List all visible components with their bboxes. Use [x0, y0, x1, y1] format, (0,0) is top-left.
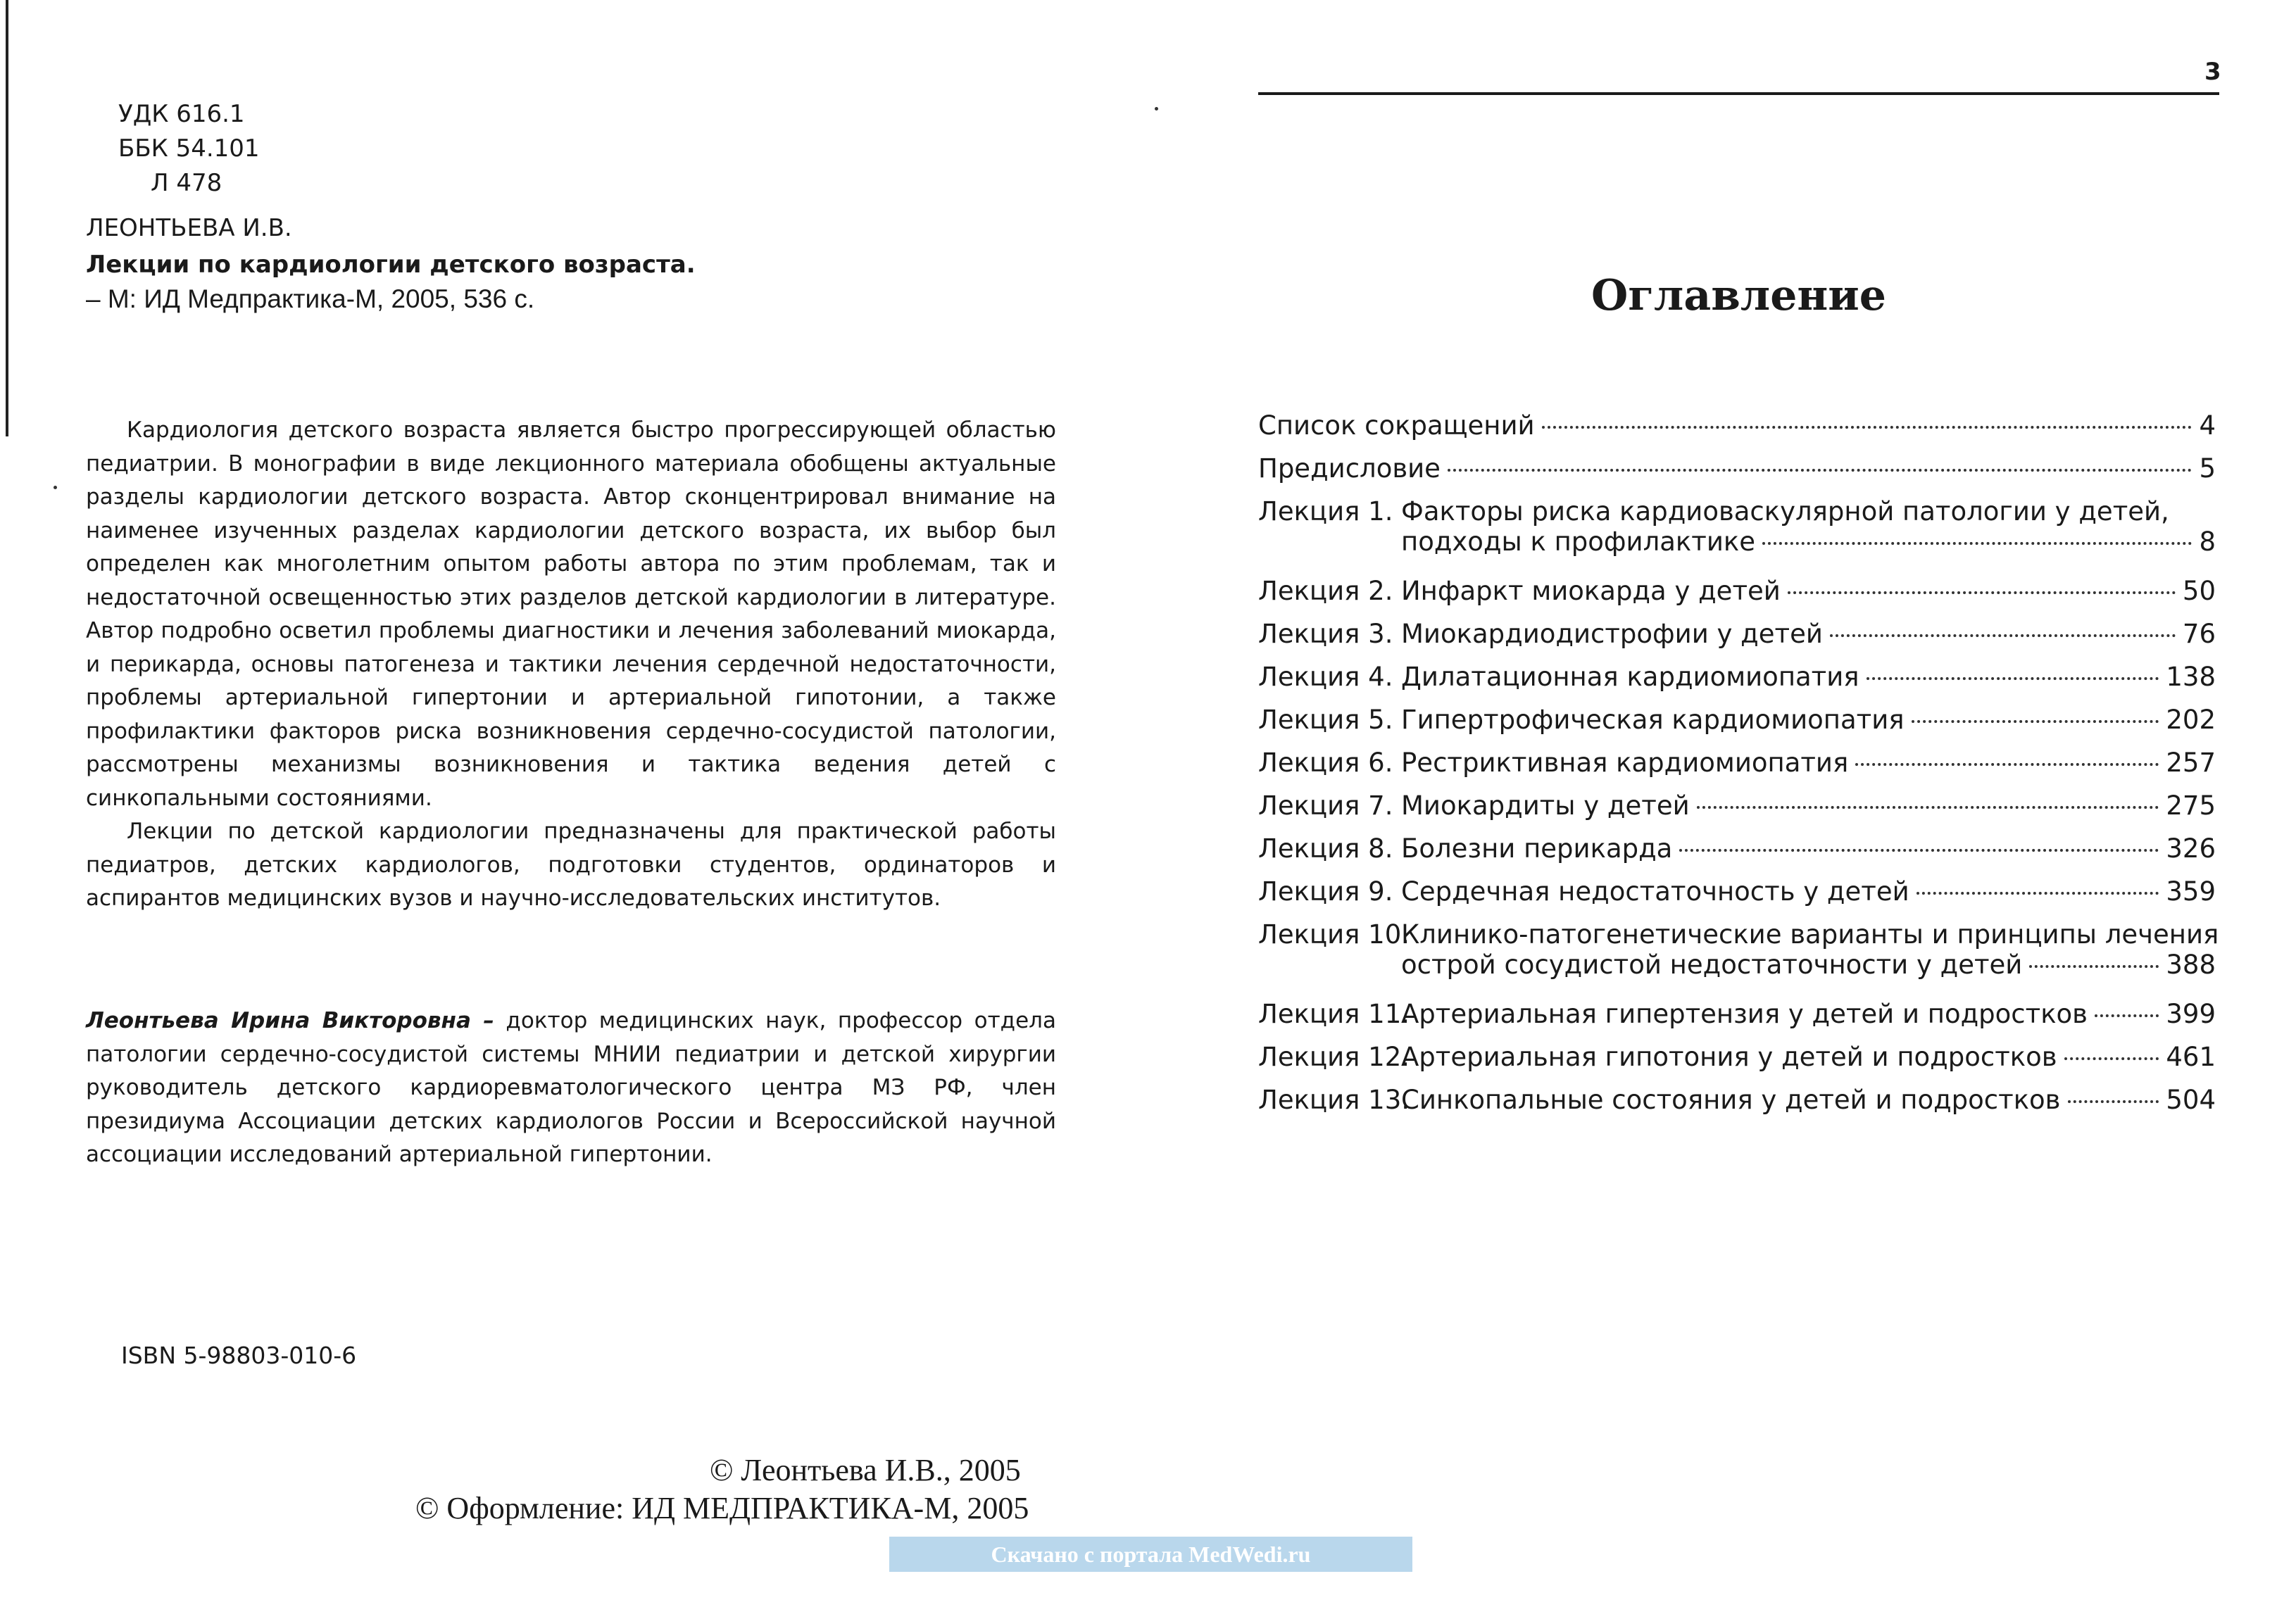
toc-entry-page: 138: [2166, 662, 2216, 692]
toc-entry-title: Артериальная гипертензия у детей и подростков: [1401, 999, 2088, 1029]
toc-leader-dots: [1448, 469, 2193, 472]
author-bio-text: доктор медицинских наук, профессор отдела патологии сердечно-сосудистой системы МНИИ педиатрии и детской хирургии руководитель детского кардиоревматологического центра МЗ РФ, член президиума Ассоциации детских кардиологов России и Всероссийской научной ассоциации исследований артериальной гипертонии.: [86, 1008, 1056, 1167]
toc-leader-dots: [2095, 1014, 2159, 1017]
toc-leader-dots: [2064, 1057, 2159, 1060]
toc-entry: [1258, 410, 2216, 453]
toc-leader-dots: [1830, 634, 2176, 637]
toc-entry: [1258, 705, 2216, 748]
toc-entry: [1258, 453, 2216, 496]
classification-codes: [118, 97, 260, 201]
bbk-code: ББК 54.101: [118, 134, 260, 163]
toc-entry-page: 257: [2166, 748, 2216, 778]
toc-entry-title: Рестриктивная кардиомиопатия: [1401, 748, 1849, 778]
toc-entry: [1258, 833, 2216, 876]
toc-entry-page: 359: [2166, 876, 2216, 907]
toc-leader-dots: [1788, 591, 2176, 594]
toc-entry-page: 8: [2199, 527, 2216, 557]
toc-entry-title: Артериальная гипотония у детей и подростков: [1401, 1042, 2057, 1072]
header-rule: [1258, 92, 2219, 95]
toc-entry: [1258, 790, 2216, 833]
toc-entry-title-line1: Клинико-патогенетические варианты и принципы лечения: [1401, 919, 2219, 950]
toc-entry-page: 76: [2182, 619, 2216, 649]
copyright-author: © Леонтьева И.В., 2005: [710, 1453, 1021, 1487]
toc-leader-dots: [2029, 965, 2159, 968]
toc-leader-dots: [1855, 763, 2159, 766]
toc-entry-title: Предисловие: [1258, 453, 1441, 484]
toc-entry-title: острой сосудистой недостаточности у детей: [1401, 950, 2023, 980]
toc-leader-dots: [1912, 720, 2159, 723]
toc-leader-dots: [1867, 677, 2159, 680]
toc-entry-page: 388: [2166, 950, 2216, 980]
author-name: ЛЕОНТЬЕВА И.В.: [86, 214, 292, 242]
toc-entry: [1258, 748, 2216, 790]
toc-entry-title-line1: Факторы риска кардиоваскулярной патологии у детей,: [1401, 496, 2169, 527]
toc-entry-label: Лекция 12.: [1258, 1042, 1410, 1072]
toc-entry-title: Дилатационная кардиомиопатия: [1401, 662, 1859, 692]
toc-title: Оглавление: [1591, 271, 1886, 320]
udc-code: УДК 616.1: [118, 100, 245, 128]
scan-speck: [54, 486, 57, 489]
binding-edge-line: [6, 0, 8, 436]
download-watermark: Скачано с портала MedWedi.ru: [889, 1537, 1412, 1572]
toc-entry-title: Инфаркт миокарда у детей: [1401, 576, 1781, 606]
toc-entry-label: Лекция 2.: [1258, 576, 1393, 606]
toc-entry-page: 50: [2182, 576, 2216, 606]
toc-entry: [1258, 662, 2216, 705]
toc-entry-label: Лекция 9.: [1258, 876, 1393, 907]
toc-entry-label: Лекция 8.: [1258, 833, 1393, 864]
toc-leader-dots: [1542, 426, 2193, 429]
toc-entry-page: 275: [2166, 790, 2216, 821]
toc-entry: [1258, 876, 2216, 919]
toc-entry-page: 5: [2199, 453, 2216, 484]
publication-line: – М: ИД Медпрактика-М, 2005, 536 с.: [86, 284, 535, 313]
book-title: Лекции по кардиологии детского возраста.: [86, 251, 696, 279]
annotation-paragraph: Кардиология детского возраста является быстро прогрессирующей областью педиатрии. В монографии в виде лекционного материала обобщены актуальные разделы кардиологии детского возраста. Автор сконцентрировал внимание на наименее изученных разделах кардиологии детского возраста, их выбор был определен как многолетним опытом работы автора по этим проблемам, так и недостаточной освещенностью этих разделов детской кардиологии в литературе. Автор подробно осветил проблемы диагностики и лечения заболеваний миокарда, и перикарда, основы патогенеза и тактики лечения сердечной недостаточности, проблемы артериальной гипертонии и артериальной гипотонии, а также профилактики факторов риска возникновения сердечно-сосудистой патологии, рассмотрены механизмы возникновения и тактика ведения детей с синкопальными состояниями.: [86, 417, 1056, 811]
toc-entry: [1258, 496, 2216, 557]
toc-entry: [1258, 999, 2216, 1042]
author-bio-name: Леонтьева Ирина Викторовна –: [86, 1008, 494, 1033]
toc-entry: [1258, 1042, 2216, 1085]
toc-entry-page: 461: [2166, 1042, 2216, 1072]
toc-entry-title: Синкопальные состояния у детей и подростков: [1401, 1085, 2061, 1115]
toc-entry: [1258, 619, 2216, 662]
toc-entry-label: Лекция 13.: [1258, 1085, 1410, 1115]
toc-entry-title: Список сокращений: [1258, 410, 1535, 441]
toc-entry-label: Лекция 11.: [1258, 999, 1410, 1029]
toc-entry-page: 399: [2166, 999, 2216, 1029]
author-bio: [86, 1004, 1056, 1172]
annotation: [86, 414, 1056, 916]
toc-leader-dots: [1917, 892, 2159, 895]
author-sign: Л 478: [151, 169, 222, 197]
copyright-design: © Оформление: ИД МЕДПРАКТИКА-М, 2005: [415, 1491, 1029, 1525]
toc-entry-label: Лекция 10.: [1258, 919, 1410, 950]
toc-entry-title: Болезни перикарда: [1401, 833, 1673, 864]
toc-entry-label: Лекция 7.: [1258, 790, 1393, 821]
scan-speck: [1155, 107, 1158, 111]
toc-entry-label: Лекция 5.: [1258, 705, 1393, 735]
toc-leader-dots: [1679, 849, 2159, 852]
annotation-paragraph: Лекции по детской кардиологии предназначены для практической работы педиатров, детских кардиологов, подготовки студентов, ординаторов и аспирантов медицинских вузов и научно-исследовательских институтов.: [86, 819, 1056, 911]
toc-leader-dots: [2068, 1100, 2159, 1103]
isbn: ISBN 5-98803-010-6: [121, 1342, 357, 1369]
toc-entry-label: Лекция 3.: [1258, 619, 1393, 649]
toc-entry-title: подходы к профилактике: [1401, 527, 1755, 557]
toc-entry-page: 202: [2166, 705, 2216, 735]
toc-entry-title: Миокардиты у детей: [1401, 790, 1690, 821]
toc-entry-title: Миокардиодистрофии у детей: [1401, 619, 1823, 649]
toc-entry-page: 326: [2166, 833, 2216, 864]
toc-entry-title: Сердечная недостаточность у детей: [1401, 876, 1909, 907]
toc-entry-label: Лекция 6.: [1258, 748, 1393, 778]
toc-entry: [1258, 576, 2216, 619]
toc-entry-label: Лекция 4.: [1258, 662, 1393, 692]
toc-entry: [1258, 919, 2219, 980]
toc-entry-label: Лекция 1.: [1258, 496, 1393, 527]
toc-leader-dots: [1762, 542, 2192, 545]
toc-leader-dots: [1697, 806, 2159, 809]
toc-entry: [1258, 1085, 2216, 1128]
toc-entry-page: 4: [2199, 410, 2216, 441]
toc-entry-page: 504: [2166, 1085, 2216, 1115]
page-number: 3: [2204, 58, 2221, 86]
toc-entry-title: Гипертрофическая кардиомиопатия: [1401, 705, 1905, 735]
author-bio-paragraph: [86, 1004, 1056, 1172]
